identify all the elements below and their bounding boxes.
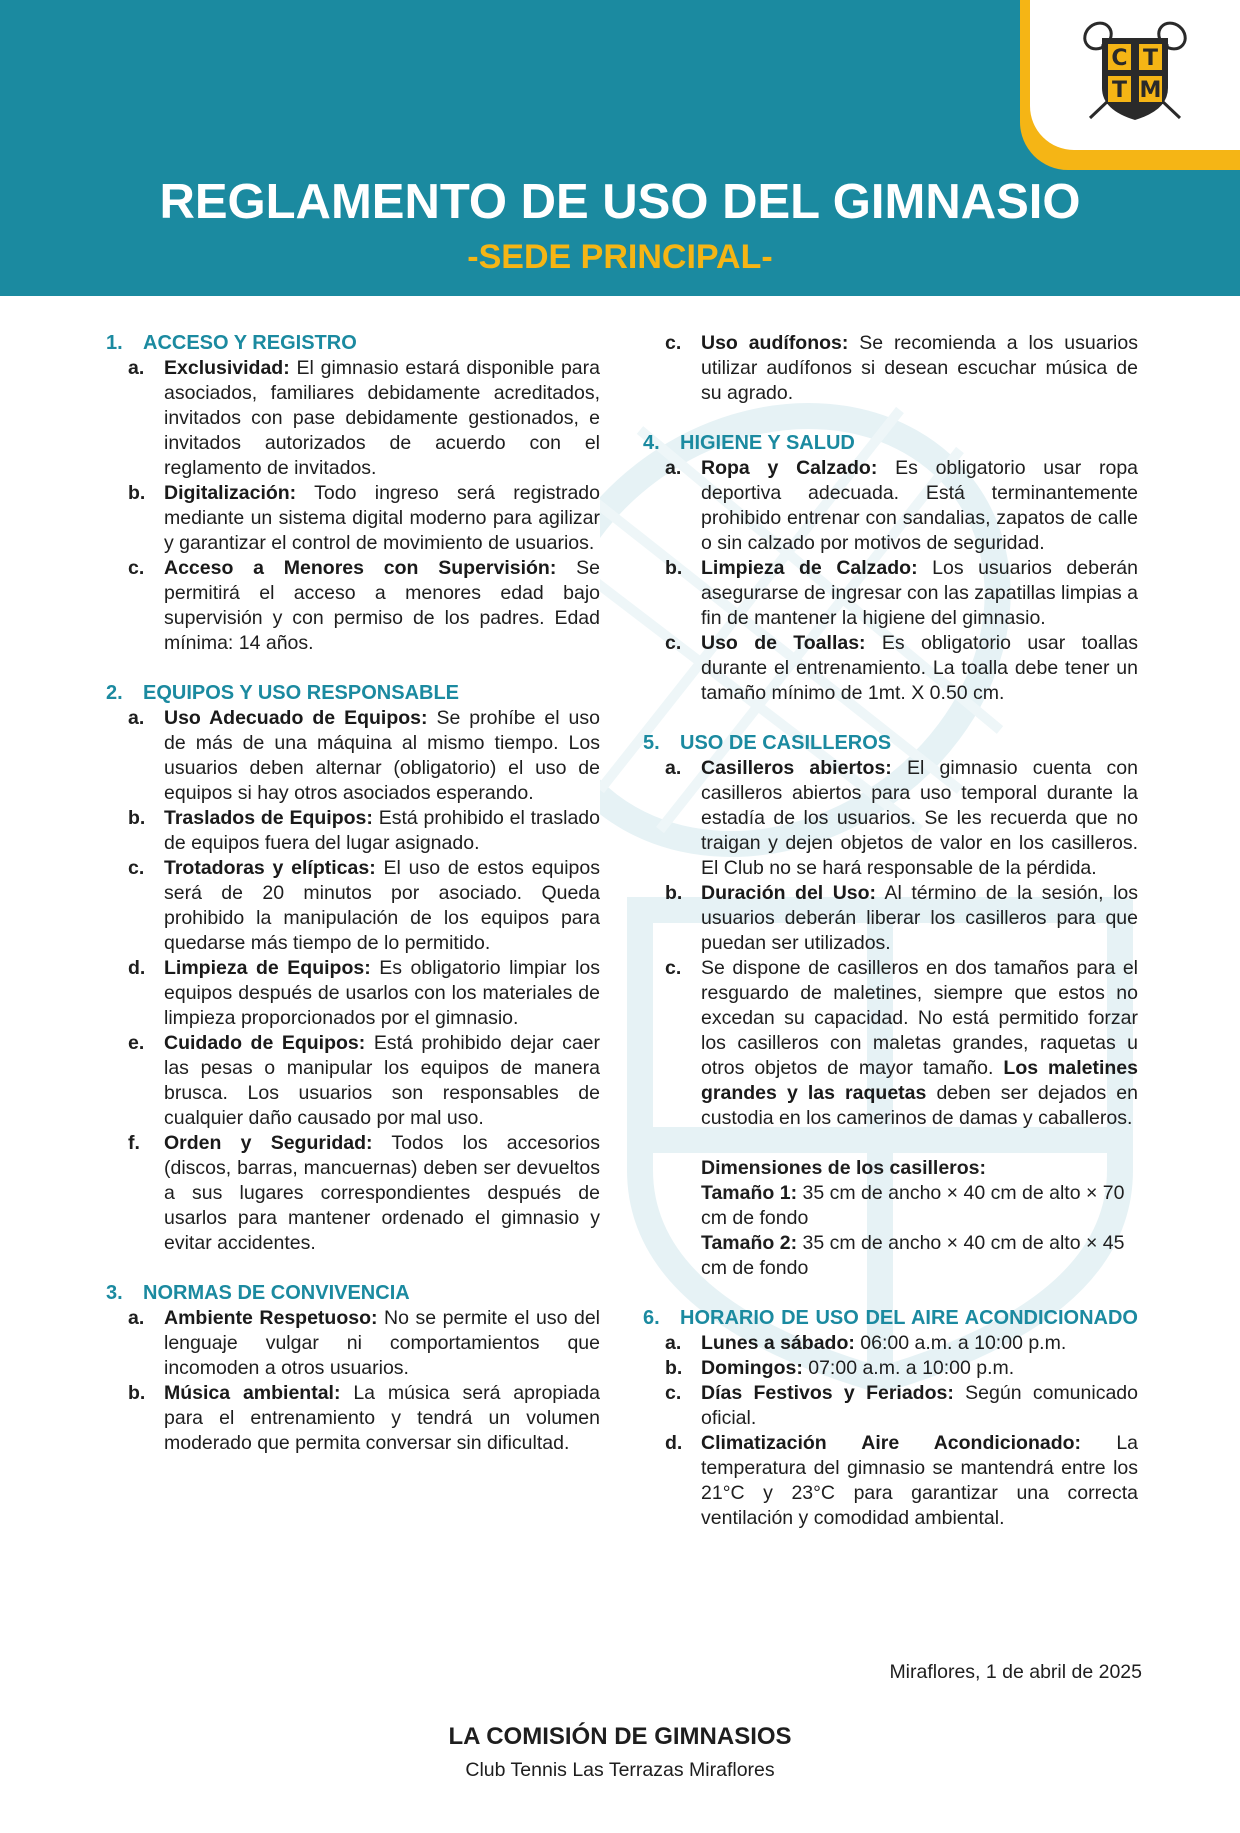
page-title: REGLAMENTO DE USO DEL GIMNASIO — [159, 175, 1081, 229]
section-heading: 3. NORMAS DE CONVIVENCIA — [106, 1282, 410, 1304]
list-item: f. Orden y Seguridad: Todos los accesorios (discos, barras, mancuernas) deben ser devueltos a sus lugares correspondientes después de usarlos para mantener ordenado el gimnasio y evitar accidentes. — [128, 1132, 600, 1254]
list-item: b. Digitalización: Todo ingreso será registrado mediante un sistema digital moderno para agilizar y garantizar el control de movimiento de usuarios. — [128, 482, 600, 554]
list-item: a. Uso Adecuado de Equipos: Se prohíbe el uso de más de una máquina al mismo tiempo. Los usuarios deben alternar (obligatorio) el uso de equipos si hay otros asociados esperando. — [128, 707, 601, 804]
list-item: a. Ropa y Calzado: Es obligatorio usar ropa deportiva adecuada. Está terminantemente prohibido entrenar con sandalias, zapatos de calle o sin calzado por motivos de seguridad. — [665, 457, 1139, 554]
svg-text:M: M — [1139, 78, 1162, 103]
svg-text:T: T — [1142, 46, 1159, 71]
list-item: b. Música ambiental: La música será apropiada para el entrenamiento y tendrá un volumen moderado que permita conversar sin dificultad. — [128, 1382, 600, 1454]
list-item: b. Limpieza de Calzado: Los usuarios deberán asegurarse de ingresar con las zapatillas limpias a fin de mantener la higiene del gimnasio. — [665, 557, 1138, 629]
section-heading: 1. ACCESO Y REGISTRO — [106, 332, 357, 354]
list-item: b. Domingos: 07:00 a.m. a 10:00 p.m. — [665, 1357, 1015, 1379]
svg-text:C: C — [1111, 46, 1128, 71]
section-equipos — [106, 681, 600, 1256]
list-item: d. Climatización Aire Acondicionado: La temperatura del gimnasio se mantendrá entre los 21°C y 23°C para garantizar una correcta ventilación y comodidad ambiental. — [665, 1432, 1139, 1529]
list-item: a. Lunes a sábado: 06:00 a.m. a 10:00 p.m. — [665, 1332, 1067, 1354]
svg-text:T: T — [1111, 78, 1128, 103]
signature-subtitle: Club Tennis Las Terrazas Miraflores — [465, 1759, 775, 1781]
section-casilleros — [643, 731, 1138, 1281]
list-item: c. Trotadoras y elípticas: El uso de estos equipos será de 20 minutos por asociado. Queda prohibido la manipulación de los equipos para quedarse más tiempo de lo permitido. — [128, 857, 600, 954]
list-item: a. Casilleros abiertos: El gimnasio cuenta con casilleros abiertos para uso temporal durante la estadía de los usuarios. Se les recuerda que no traigan y dejen objetos de valor en los casilleros. El Club no se hará responsable de la pérdida. — [665, 757, 1138, 879]
signature-title: LA COMISIÓN DE GIMNASIOS — [448, 1723, 792, 1750]
section-heading: 5. USO DE CASILLEROS — [643, 732, 892, 754]
section-acceso-registro — [106, 331, 600, 656]
left-column — [106, 331, 600, 1481]
section-convivencia — [106, 1281, 600, 1456]
list-item: c. Uso audífonos: Se recomienda a los usuarios utilizar audífonos si desean escuchar música de su agrado. — [665, 332, 1138, 404]
dimension-row: Tamaño 2: 35 cm de ancho × 40 cm de alto × 45 cm de fondo — [701, 1232, 1125, 1279]
list-item: d. Limpieza de Equipos: Es obligatorio limpiar los equipos después de usarlos con los materiales de limpieza proporcionados por el gimnasio. — [128, 957, 600, 1029]
section-heading: 2. EQUIPOS Y USO RESPONSABLE — [106, 682, 460, 704]
section-heading: 4. HIGIENE Y SALUD — [643, 432, 855, 454]
section-convivencia-continued — [643, 331, 1138, 406]
document-date: Miraflores, 1 de abril de 2025 — [889, 1661, 1142, 1683]
list-item: c. Se dispone de casilleros en dos tamaños para el resguardo de maletines, siempre que estos no excedan su capacidad. No está permitido forzar los casilleros con maletas grandes, raquetas u otros objetos de mayor tamaño. Los maletines grandes y las raquetas deben ser dejados en custodia en los camerinos de damas y caballeros. — [665, 957, 1139, 1129]
list-item: a. Exclusividad: El gimnasio estará disponible para asociados, familiares debidamente acreditados, invitados con pase debidamente gestionados, e invitados autorizados de acuerdo con el reglamento de invitados. — [128, 357, 600, 479]
right-column — [643, 331, 1138, 1556]
dimension-row: Tamaño 1: 35 cm de ancho × 40 cm de alto × 70 cm de fondo — [701, 1182, 1125, 1229]
list-item: c. Uso de Toallas: Es obligatorio usar toallas durante el entrenamiento. La toalla debe tener un tamaño mínimo de 1mt. X 0.50 cm. — [665, 632, 1138, 704]
header-banner — [0, 0, 1240, 296]
section-aire-acondicionado — [643, 1306, 1138, 1531]
section-higiene — [643, 431, 1138, 706]
list-item: a. Ambiente Respetuoso: No se permite el uso del lenguaje vulgar ni comportamientos que incomoden a otros usuarios. — [128, 1307, 600, 1379]
list-item: b. Duración del Uso: Al término de la sesión, los usuarios deberán liberar los casilleros para que puedan ser utilizados. — [665, 882, 1138, 954]
section-heading: 6. HORARIO DE USO DEL AIRE ACONDICIONADO — [643, 1307, 1138, 1329]
club-logo — [1080, 18, 1190, 128]
list-item: c. Días Festivos y Feriados: Según comunicado oficial. — [665, 1382, 1138, 1429]
list-item: e. Cuidado de Equipos: Está prohibido dejar caer las pesas o manipular los equipos de manera brusca. Los usuarios son responsables de cualquier daño causado por mal uso. — [128, 1032, 600, 1129]
list-item: b. Traslados de Equipos: Está prohibido el traslado de equipos fuera del lugar asignado. — [128, 807, 600, 854]
locker-dimensions: Dimensiones de los casilleros: Tamaño 1: 35 cm de ancho × 40 cm de alto × 70 cm de fondo Tamaño 2: 35 cm de ancho × 40 cm de alto × 45 cm de fondo — [643, 1156, 1138, 1281]
page-subtitle: -SEDE PRINCIPAL- — [467, 238, 773, 276]
list-item: c. Acceso a Menores con Supervisión: Se permitirá el acceso a menores edad bajo supervisión y con permiso de los padres. Edad mínima: 14 años. — [128, 557, 600, 654]
